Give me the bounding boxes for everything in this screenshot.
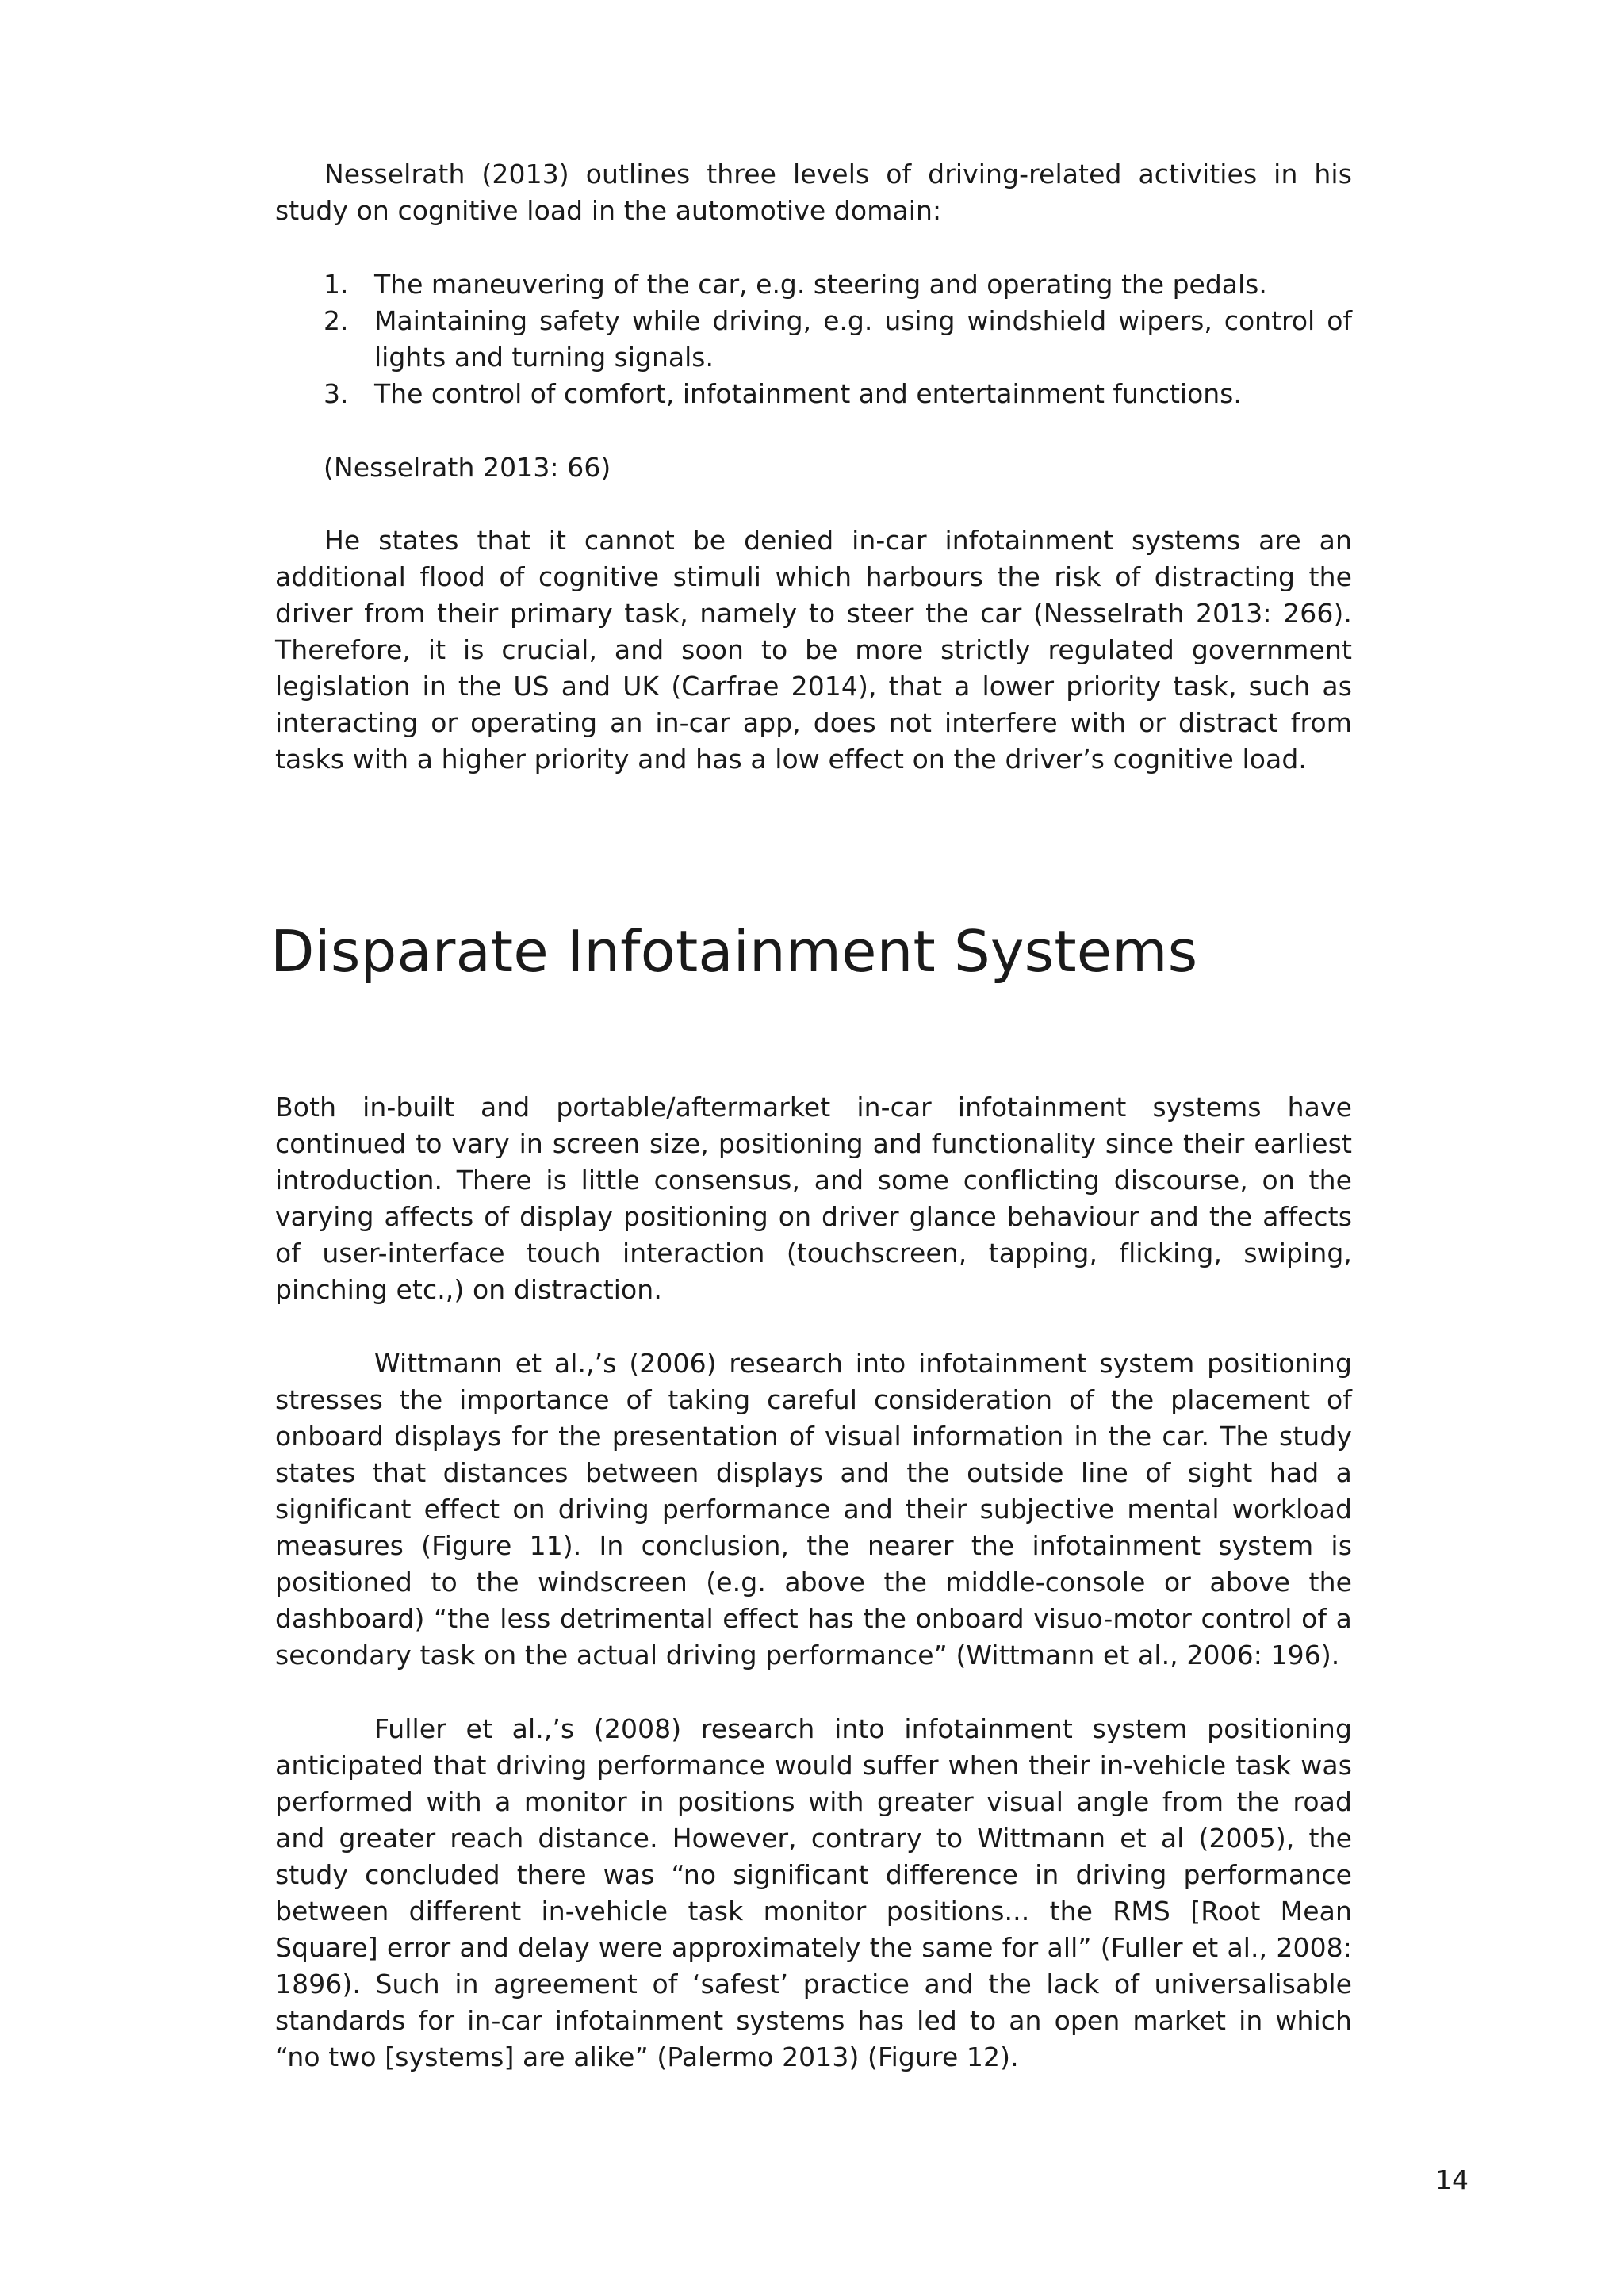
- citation: (Nesselrath 2013: 66): [324, 452, 611, 483]
- section-heading: Disparate Infotainment Systems: [270, 918, 1198, 985]
- list-item: [324, 376, 1352, 412]
- list-item-number: 2.: [324, 305, 349, 336]
- list-item-number: 1.: [324, 269, 349, 300]
- list-item-text: The maneuvering of the car, e.g. steering and operating the pedals.: [374, 269, 1267, 300]
- list-item-number: 3.: [324, 378, 349, 409]
- body-paragraph-wittmann: Wittmann et al.,’s (2006) research into infotainment system positioning stresses the importance of taking careful consideration of the placement of onboard displays for the presentation of visual information in the car. The study states that distances between displays and the outside line of sight had a significant effect on driving performance and their subjective mental workload measures (Figure 11). In conclusion, the nearer the infotainment system is positioned to the windscreen (e.g. above the middle-console or above the dashboard) “the less detrimental effect has the onboard visuo-motor control of a secondary task on the actual driving performance” (Wittmann et al., 2006: 196).: [275, 1348, 1352, 1670]
- list-item-text: Maintaining safety while driving, e.g. using windshield wipers, control of lights and turning signals.: [374, 305, 1352, 373]
- body-paragraph-disparate-systems: Both in-built and portable/aftermarket in-car infotainment systems have continued to vary in screen size, positioning and functionality since their earliest introduction. There is little consensus, and some conflicting discourse, on the varying affects of display positioning on driver glance behaviour and the affects of user-interface touch interaction (touchscreen, tapping, flicking, swiping, pinching etc.,) on distraction.: [275, 1092, 1352, 1305]
- list-item: [324, 266, 1352, 303]
- body-paragraph-cognitive-load: He states that it cannot be denied in-car infotainment systems are an additional flood of cognitive stimuli which harbours the risk of distracting the driver from their primary task, namely to steer the car (Nesselrath 2013: 266). Therefore, it is crucial, and soon to be more strictly regulated government legislation in the US and UK (Carfrae 2014), that a lower priority task, such as interacting or operating an in-car app, does not interfere with or distract from tasks with a higher priority and has a low effect on the driver’s cognitive load.: [275, 525, 1352, 775]
- intro-paragraph: Nesselrath (2013) outlines three levels of driving-related activities in his study on cognitive load in the automotive domain:: [275, 159, 1352, 226]
- activity-levels-list: [324, 266, 1352, 412]
- page-number: 14: [1435, 2164, 1469, 2195]
- list-item: [324, 303, 1352, 376]
- body-paragraph-fuller: Fuller et al.,’s (2008) research into infotainment system positioning anticipated that driving performance would suffer when their in-vehicle task was performed with a monitor in positions with greater visual angle from the road and greater reach distance. However, contrary to Wittmann et al (2005), the study concluded there was “no significant difference in driving performance between different in-vehicle task monitor positions... the RMS [Root Mean Square] error and delay were approximately the same for all” (Fuller et al., 2008: 1896). Such in agreement of ‘safest’ practice and the lack of universalisable standards for in-car infotainment systems has led to an open market in which “no two [systems] are alike” (Palermo 2013) (Figure 12).: [275, 1713, 1352, 2072]
- list-item-text: The control of comfort, infotainment and entertainment functions.: [374, 378, 1242, 409]
